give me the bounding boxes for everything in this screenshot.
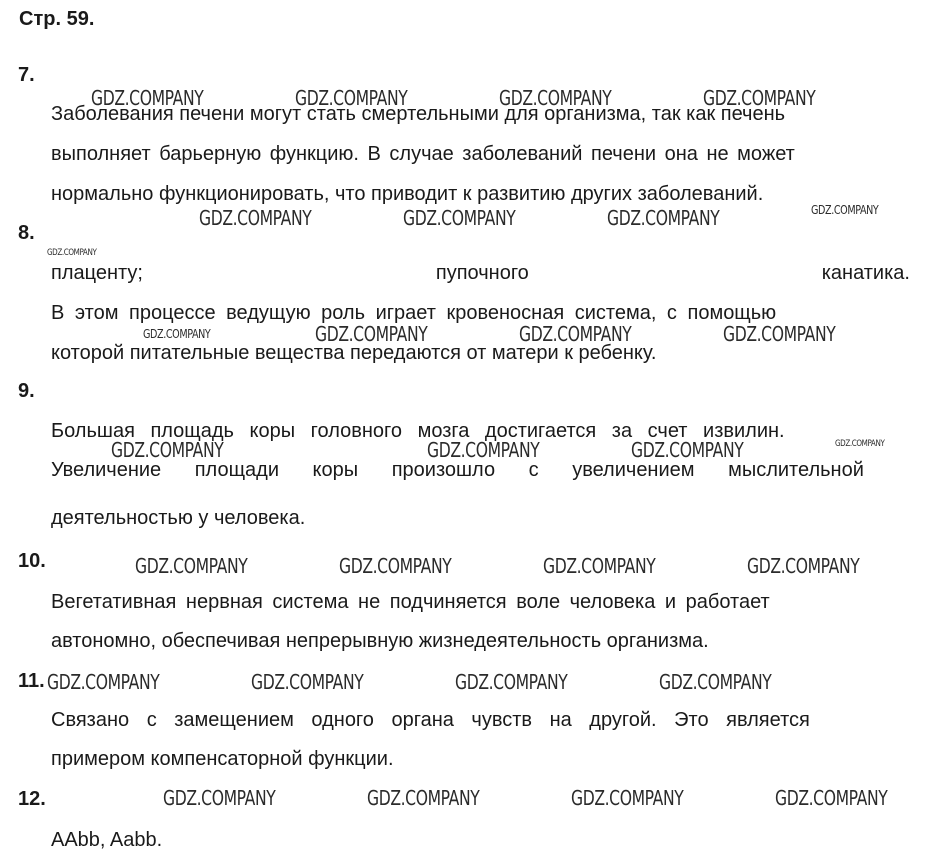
watermark: GDZ.COMPANY <box>747 554 860 578</box>
watermark: GDZ.COMPANY <box>47 670 160 694</box>
watermark: GDZ.COMPANY <box>403 206 516 230</box>
watermark: GDZ.COMPANY <box>543 554 656 578</box>
task-8-word-2: пупочного <box>435 262 529 284</box>
watermark: GDZ.COMPANY <box>91 86 204 110</box>
task-9-line-2: Увеличение площади коры произошло с увеличением мыслительной <box>51 459 864 481</box>
watermark: GDZ.COMPANY <box>163 786 276 810</box>
task-7-line-3: нормально функционировать, что приводит к развитию других заболеваний. <box>51 183 764 205</box>
task-9-number: 9. <box>18 380 35 402</box>
watermark: GDZ.COMPANY <box>427 438 540 462</box>
task-11-line-2: примером компенсаторной функции. <box>51 748 394 770</box>
task-10-number: 10. <box>18 550 46 572</box>
task-9-line-1: Большая площадь коры головного мозга достигается за счет извилин. <box>51 420 785 442</box>
watermark: GDZ.COMPANY <box>47 248 97 258</box>
watermark: GDZ.COMPANY <box>703 86 816 110</box>
watermark: GDZ.COMPANY <box>251 670 364 694</box>
watermark: GDZ.COMPANY <box>631 438 744 462</box>
watermark: GDZ.COMPANY <box>811 203 879 217</box>
task-8-word-3: канатика. <box>821 262 910 284</box>
page-title: Стр. 59. <box>19 8 95 30</box>
watermark: GDZ.COMPANY <box>295 86 408 110</box>
task-12-number: 12. <box>18 788 46 810</box>
watermark: GDZ.COMPANY <box>519 322 632 346</box>
task-8-number: 8. <box>18 222 35 244</box>
task-8-line-1 <box>51 261 910 285</box>
watermark: GDZ.COMPANY <box>775 786 888 810</box>
watermark: GDZ.COMPANY <box>499 86 612 110</box>
task-9-line-3: деятельностью у человека. <box>51 507 306 529</box>
watermark: GDZ.COMPANY <box>571 786 684 810</box>
watermark: GDZ.COMPANY <box>339 554 452 578</box>
task-12-line-1: AAbb, Aabb. <box>51 829 163 851</box>
watermark: GDZ.COMPANY <box>723 322 836 346</box>
watermark: GDZ.COMPANY <box>315 322 428 346</box>
task-8-word-1: плаценту; <box>51 262 143 284</box>
task-7-line-1: Заболевания печени могут стать смертельными для организма, так как печень <box>51 103 786 125</box>
task-7-number: 7. <box>18 64 35 86</box>
watermark: GDZ.COMPANY <box>143 327 211 341</box>
task-8-line-3: которой питательные вещества передаются от матери к ребенку. <box>51 342 657 364</box>
watermark: GDZ.COMPANY <box>135 554 248 578</box>
watermark: GDZ.COMPANY <box>835 439 885 449</box>
task-8-line-2: В этом процессе ведущую роль играет кровеносная система, с помощью <box>51 302 777 324</box>
watermark: GDZ.COMPANY <box>607 206 720 230</box>
watermark: GDZ.COMPANY <box>367 786 480 810</box>
watermark: GDZ.COMPANY <box>659 670 772 694</box>
task-11-number: 11. <box>18 670 45 692</box>
watermark: GDZ.COMPANY <box>455 670 568 694</box>
task-10-line-1: Вегетативная нервная система не подчиняется воле человека и работает <box>51 591 770 613</box>
watermark: GDZ.COMPANY <box>199 206 312 230</box>
task-7-line-2: выполняет барьерную функцию. В случае заболеваний печени она не может <box>51 143 795 165</box>
task-10-line-2: автономно, обеспечивая непрерывную жизнедеятельность организма. <box>51 630 709 652</box>
task-11-line-1: Связано с замещением одного органа чувств на другой. Это является <box>51 709 810 731</box>
watermark: GDZ.COMPANY <box>111 438 224 462</box>
